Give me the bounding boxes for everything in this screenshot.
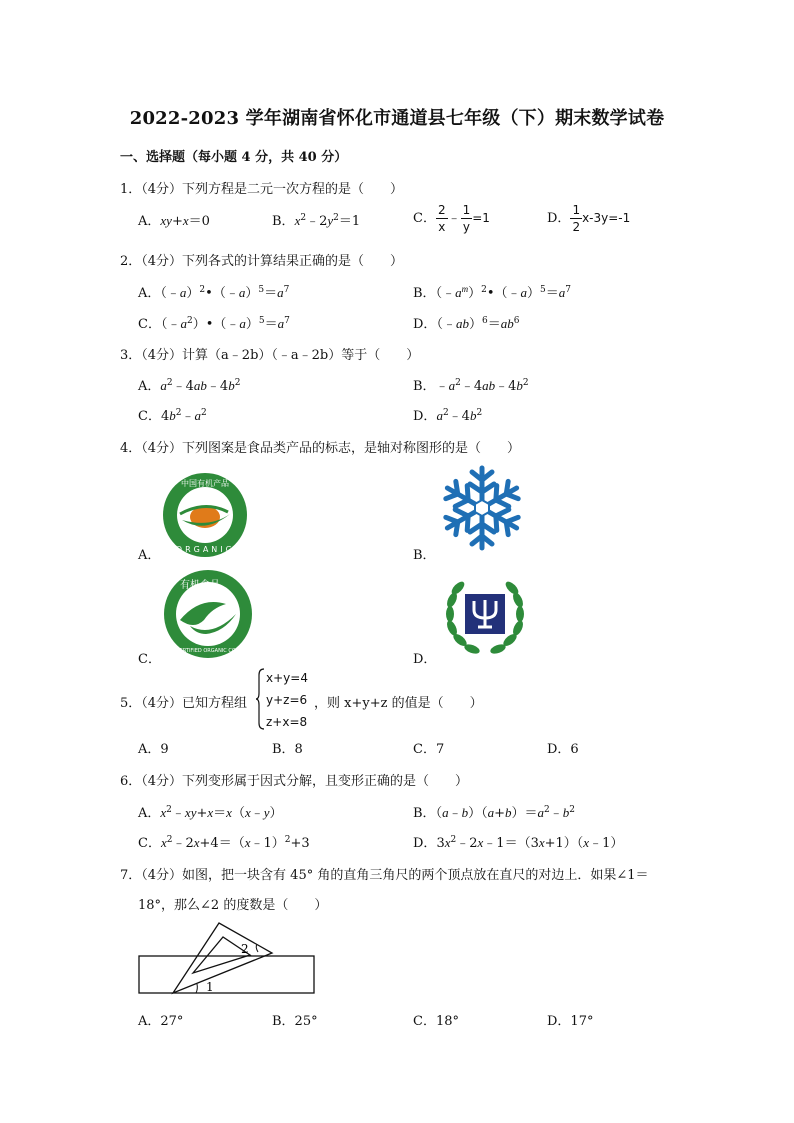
page-title: 2022-2023 学年湖南省怀化市通道县七年级（下）期末数学试卷 (129, 108, 665, 129)
option-label: D． (547, 211, 571, 226)
q7-option-b[interactable]: B．25° (272, 1014, 318, 1029)
q4-option-d-label[interactable]: D． (413, 652, 437, 667)
q5-option-b[interactable]: B．8 (272, 742, 303, 757)
question-5-stem-pre: 5．（4分）已知方程组 (120, 696, 248, 711)
q4-option-b-label[interactable]: B． (413, 548, 436, 563)
q7-option-a[interactable]: A．27° (138, 1014, 184, 1029)
q1-option-d[interactable]: D． $\frac{1}{2}$ x-3y=-1 (547, 203, 631, 234)
option-label: B． (413, 286, 436, 301)
option-label: C． (138, 836, 161, 851)
q2-option-b[interactable]: B．$(﹣a^m)^2•(﹣a)^5=a^7$ (413, 284, 571, 301)
option-label: D． (413, 317, 437, 332)
wreath-logo-image[interactable] (438, 570, 532, 658)
question-3-stem: 3．（4分）计算（a﹣2b）（﹣a﹣2b）等于（ ） (120, 348, 420, 363)
q6-option-a[interactable]: A．$x^2﹣xy+x=x(x﹣y)$ (138, 805, 283, 821)
q3-option-c[interactable]: C．$4b^2﹣a^2$ (138, 408, 207, 424)
logo-a-ring-text: ORGANIC (175, 545, 235, 554)
q1-option-b[interactable]: B．$x^2﹣2y^2=1$ (272, 213, 361, 229)
option-label: B． (272, 214, 295, 229)
option-label: A． (138, 214, 161, 229)
option-label: A． (138, 286, 161, 301)
q5-option-a[interactable]: A．9 (138, 742, 169, 757)
q5-option-c[interactable]: C．7 (413, 742, 445, 757)
q6-option-d[interactable]: D．$3x^2﹣2x﹣1=(3x+1)(x﹣1)$ (413, 835, 624, 851)
q4-option-c-label[interactable]: C． (138, 652, 161, 667)
q7-option-d[interactable]: D．17° (547, 1014, 594, 1029)
option-label: D． (413, 836, 437, 851)
angle-2-label: 2 (241, 942, 249, 956)
snowflake-logo-image[interactable] (436, 462, 528, 554)
q4-option-a-label[interactable]: A． (138, 548, 161, 563)
q3-option-d[interactable]: D．$a^2﹣4b^2$ (413, 408, 483, 424)
question-2-stem: 2．（4分）下列各式的计算结果正确的是（ ） (120, 254, 404, 269)
q2-option-c[interactable]: C．$(﹣a^2)•(﹣a)^5=a^7$ (138, 316, 290, 332)
system-equation-3: z+x=8 (266, 715, 308, 729)
option-label: A． (138, 379, 161, 394)
q3-option-b[interactable]: B．$﹣a^2﹣4ab﹣4b^2$ (413, 378, 529, 394)
q7-option-c[interactable]: C．18° (413, 1014, 459, 1029)
fraction: $\frac{2}{x}$ (437, 203, 446, 234)
organic-food-logo-image[interactable] (160, 568, 256, 660)
organic-logo-image[interactable] (160, 470, 250, 560)
q5-option-d[interactable]: D．6 (547, 742, 579, 757)
logo-c-ring-text: CERTIFIED ORGANIC COFFEE (176, 648, 248, 654)
option-label: A． (138, 806, 161, 821)
q2-option-d[interactable]: D．$(﹣ab)^6=ab^6$ (413, 316, 520, 332)
ruler-shape (139, 956, 314, 993)
ruler-triangle-figure (136, 920, 320, 996)
system-equation-1: x+y=4 (266, 671, 308, 685)
q1-option-a[interactable]: A．xy+x＝0 (138, 213, 210, 229)
question-7-stem-line1: 7．（4分）如图，把一块含有 45° 角的直角三角尺的两个顶点放在直尺的对边上．如果∠1＝ (120, 868, 649, 883)
angle-1-label: 1 (206, 980, 214, 994)
q6-option-b[interactable]: B．$(a﹣b)(a+b)=a^2﹣b^2$ (413, 805, 576, 821)
option-label: C． (413, 211, 436, 226)
fraction: $\frac{1}{2}$ (572, 203, 581, 234)
q6-option-c[interactable]: C．$x^2﹣2x+4=(x﹣1)^2+3$ (138, 835, 310, 851)
q3-option-a[interactable]: A．$a^2﹣4ab﹣4b^2$ (138, 378, 241, 394)
question-6-stem: 6．（4分）下列变形属于因式分解，且变形正确的是（ ） (120, 774, 469, 789)
logo-a-text: 中国有机产品 (181, 479, 229, 488)
question-1-stem: 1．（4分）下列方程是二元一次方程的是（ ） (120, 182, 404, 197)
option-label: C． (138, 409, 161, 424)
fraction: $\frac{1}{y}$ (462, 203, 471, 234)
logo-c-text: 有机食品 (180, 580, 220, 591)
question-7-stem-line2: 18°，那么∠2 的度数是（ ） (138, 898, 328, 913)
option-label: C． (138, 317, 161, 332)
question-4-stem: 4．（4分）下列图案是食品类产品的标志，是轴对称图形的是（ ） (120, 441, 521, 456)
section-heading: 一、选择题（每小题 4 分，共 40 分） (120, 150, 348, 165)
q2-option-a[interactable]: A．$(﹣a)^2•(﹣a)^5=a^7$ (138, 285, 290, 301)
system-brace (256, 667, 266, 731)
option-label: D． (413, 409, 437, 424)
triangle-outer (173, 923, 272, 993)
q1-option-c[interactable]: C． $\frac{2}{x}$ ﹣ $\frac{1}{y}$ =1 (413, 203, 490, 234)
question-5-stem-post: ，则 x+y+z 的值是（ ） (314, 696, 483, 711)
system-equation-2: y+z=6 (266, 693, 308, 707)
option-label: B． (413, 806, 436, 821)
option-label: B． (413, 379, 436, 394)
